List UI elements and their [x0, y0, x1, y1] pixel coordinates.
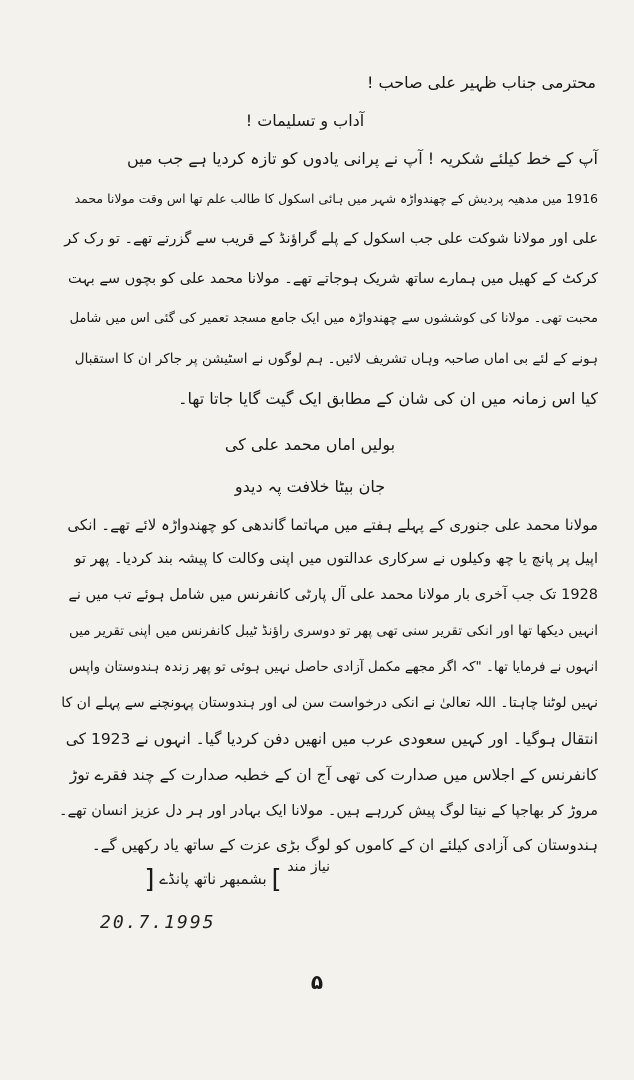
paragraph-2-line: مولانا محمد علی جنوری کے پہلے ہفتے میں مہاتما گاندھی کو چھندواڑہ لائے تھے۔ انکی: [67, 516, 598, 534]
signature-name: بشمبھر ناتھ پانڈے: [159, 870, 267, 888]
verse-line-2: جان بیٹا خلافت پہ دیدو: [234, 477, 386, 496]
paragraph-1-line: علی اور مولانا شوکت علی جب اسکول کے پلے گراؤنڈ کے قریب سے گزرتے تھے۔ تو رک کر: [64, 231, 598, 247]
handwritten-date: 20.7.1995: [100, 912, 216, 933]
paragraph-2-line: انتقال ہوگیا۔ اور کہیں سعودی عرب میں انھیں دفن کردیا گیا۔ انہوں نے 1923 کی: [65, 730, 598, 748]
paragraph-1-line: کیا اس زمانہ میں ان کی شان کے مطابق ایک گیت گایا جاتا تھا۔: [178, 389, 598, 408]
paragraph-1-line: 1916 میں مدھیہ پردیش کے چھندواڑہ شہر میں ہائی اسکول کا طالب علم تھا اس وقت مولانا محمد: [74, 191, 598, 206]
paragraph-1-line: کرکٹ کے کھیل میں ہمارے ساتھ شریک ہوجاتے تھے۔ مولانا محمد علی کو بچوں سے بہت: [67, 271, 598, 287]
page-number: ۵: [310, 970, 324, 994]
salutation: محترمی جناب ظہیر علی صاحب !: [367, 73, 596, 92]
paragraph-2-line: انہوں نے فرمایا تھا۔ "کہ اگر مجھے مکمل آزادی حاصل نہیں ہوئی تو پھر زندہ ہندوستان واپس: [68, 659, 598, 675]
paragraph-1-line: آپ کے خط کیلئے شکریہ ! آپ نے پرانی یادوں کو تازہ کردیا ہے جب میں: [126, 149, 598, 168]
greeting: آداب و تسلیمات !: [245, 111, 365, 130]
paragraph-2-line: اپیل پر پانچ یا چھ وکیلوں نے سرکاری عدالتوں میں اپنی وکالت کا پیشہ بند کردیا۔ پھر تو: [74, 551, 598, 567]
signature-bracket-right: [: [144, 864, 155, 895]
paragraph-2-line: ہندوستان کی آزادی کیلئے ان کے کاموں کو لوگ بڑی عزت کے ساتھ یاد رکھیں گے۔: [91, 836, 598, 854]
signature-bracket-left: ]: [271, 864, 282, 895]
verse-line-1: بولیں اماں محمد علی کی: [224, 435, 396, 454]
closing: نیاز مند: [287, 859, 330, 875]
paragraph-2-line: نہیں لوٹنا چاہتا۔ اللہ تعالیٰ نے انکی درخواست سن لی اور ہندوستان پہونچنے سے پہلے ان کا: [61, 695, 598, 711]
paragraph-2-line: کانفرنس کے اجلاس میں صدارت کی تھی آج ان کے خطبہ صدارت کے چند فقرے توڑ: [69, 766, 598, 784]
paragraph-2-line: مروڑ کر بھاجپا کے نیتا لوگ پیش کررہے ہیں۔ مولانا ایک بہادر اور ہر دل عزیز انسان تھے۔: [58, 803, 598, 819]
paragraph-1-line: ہونے کے لئے بی اماں صاحبہ وہاں تشریف لائیں۔ ہم لوگوں نے اسٹیشن پر جاکر ان کا استقبال: [74, 351, 598, 367]
paragraph-2-line: 1928 تک جب آخری بار مولانا محمد علی آل پارٹی کانفرنس میں شامل ہوئے تب میں نے: [68, 587, 598, 603]
paragraph-1-line: محبت تھی۔ مولانا کی کوششوں سے چھندواڑہ میں ایک جامع مسجد تعمیر کی گئی اس میں شامل: [69, 311, 598, 326]
paragraph-2-line: انہیں دیکھا تھا اور انکی تقریر سنی تھی پھر تو دوسری راؤنڈ ٹیبل کانفرنس میں اپنی تقریر میں: [68, 623, 598, 639]
